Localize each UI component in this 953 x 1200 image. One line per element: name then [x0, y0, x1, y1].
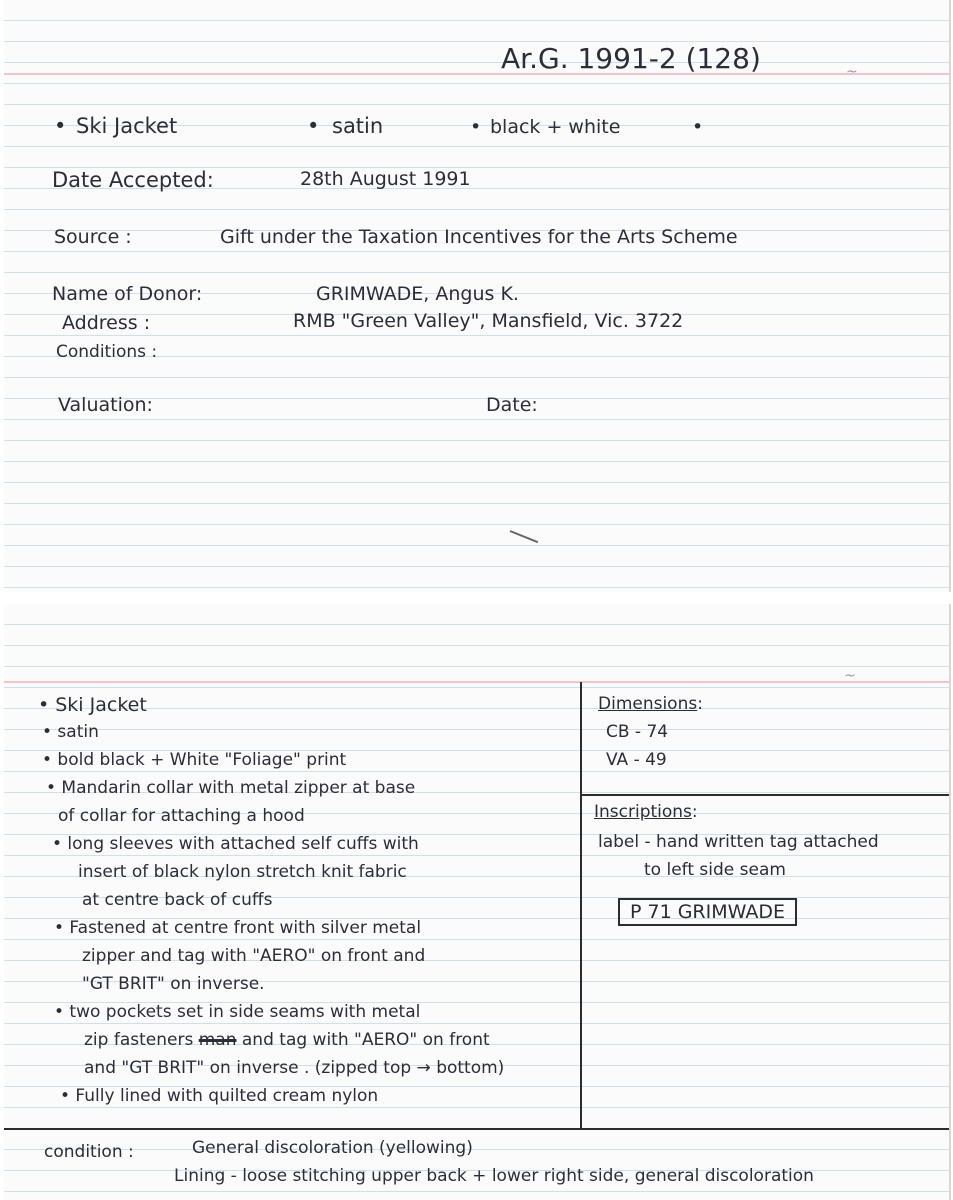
bullet: • — [470, 116, 482, 138]
conditions-label: Conditions : — [56, 342, 158, 362]
address-value: RMB "Green Valley", Mansfield, Vic. 3722 — [293, 310, 684, 332]
condition-line: General discoloration (yellowing) — [192, 1138, 473, 1158]
pocket-text-start: zip fasteners — [84, 1030, 194, 1050]
dimension-cb: CB - 74 — [606, 722, 669, 742]
inscriptions-heading — [594, 802, 698, 822]
dimensions-divider — [581, 794, 949, 796]
valuation-date-label: Date: — [486, 394, 538, 416]
condition-line: Lining - loose stitching upper back + lower right side, general discoloration — [174, 1166, 814, 1186]
item-colour: black + white — [490, 116, 621, 138]
donor-label: Name of Donor: — [52, 283, 203, 305]
description-line: insert of black nylon stretch knit fabric — [78, 862, 407, 882]
pen-stroke — [510, 530, 539, 543]
index-card-front — [4, 0, 951, 592]
description-line: • Mandarin collar with metal zipper at base — [46, 778, 416, 798]
card-separator — [0, 592, 953, 604]
inscriptions-colon: : — [691, 802, 698, 822]
description-line: at centre back of cuffs — [82, 890, 273, 910]
dimension-va: VA - 49 — [606, 750, 667, 770]
date-accepted-label: Date Accepted: — [52, 168, 214, 192]
source-value: Gift under the Taxation Incentives for the Arts Scheme — [220, 226, 738, 248]
description-line: • Fastened at centre front with silver metal — [54, 918, 422, 938]
inscription-line: label - hand written tag attached — [598, 832, 879, 852]
description-line: zipper and tag with "AERO" on front and — [82, 946, 426, 966]
dimensions-label: Dimensions — [598, 694, 698, 714]
index-card-back — [4, 604, 951, 1200]
source-label: Source : — [54, 226, 132, 248]
condition-label: condition : — [44, 1142, 134, 1162]
address-label: Address : — [62, 312, 151, 334]
description-line: "GT BRIT" on inverse. — [82, 974, 265, 994]
tag-box: P 71 GRIMWADE — [618, 898, 797, 926]
struck-word: man — [198, 1030, 237, 1050]
description-line: • Fully lined with quilted cream nylon — [60, 1086, 379, 1106]
column-divider — [580, 682, 582, 1130]
dimensions-colon: : — [697, 694, 703, 714]
dimensions-heading — [598, 694, 703, 714]
condition-divider — [4, 1128, 949, 1130]
bullet: • — [307, 114, 320, 138]
donor-value: GRIMWADE, Angus K. — [316, 283, 519, 305]
card-header-rule — [4, 681, 949, 683]
bullet: • — [692, 116, 704, 138]
valuation-label: Valuation: — [58, 394, 153, 416]
description-line: • two pockets set in side seams with metal — [54, 1002, 421, 1022]
pencil-mark: ~ — [844, 668, 856, 684]
accession-number: Ar.G. 1991-2 (128) — [501, 42, 761, 75]
card-header-rule — [4, 73, 949, 75]
date-accepted-value: 28th August 1991 — [300, 168, 471, 190]
description-line: of collar for attaching a hood — [58, 806, 305, 826]
item-type: Ski Jacket — [76, 114, 178, 138]
pocket-text-end: and tag with "AERO" on front — [241, 1030, 490, 1050]
description-line: • long sleeves with attached self cuffs with — [52, 834, 419, 854]
description-line: • Ski Jacket — [38, 694, 147, 716]
inscriptions-label: Inscriptions — [594, 802, 692, 822]
description-line: • satin — [42, 722, 99, 742]
description-line-pockets — [84, 1030, 490, 1050]
inscription-line: to left side seam — [644, 860, 786, 880]
description-line: • bold black + White "Foliage" print — [42, 750, 347, 770]
bullet: • — [54, 114, 67, 138]
pencil-mark: ~ — [846, 64, 858, 80]
description-line: and "GT BRIT" on inverse . (zipped top → bottom) — [84, 1058, 505, 1078]
item-material: satin — [332, 114, 384, 138]
